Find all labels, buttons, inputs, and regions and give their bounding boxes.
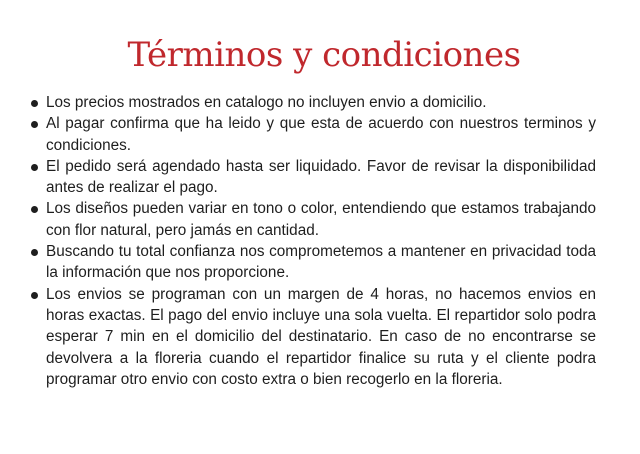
- term-text: Al pagar confirma que ha leido y que esta de acuerdo con nuestros terminos y condiciones.: [46, 115, 596, 154]
- bullet-icon: [31, 249, 38, 256]
- term-item: [46, 113, 596, 156]
- term-text: Los envios se programan con un margen de 4 horas, no hacemos envios en horas exactas. El pago del envio incluye una sola vuelta. El repartidor solo podra esperar 7 min en el domicilio del destinatario. En caso de no encontrarse se devolvera a la floreria cuando el repartidor finalice su ruta y el cliente podra programar otro envio con costo extra o bien recogerlo en la floreria.: [46, 285, 596, 388]
- term-item: [46, 198, 596, 241]
- page-title: Términos y condiciones: [127, 35, 521, 75]
- bullet-icon: [31, 121, 38, 128]
- term-item: [46, 284, 596, 390]
- term-text: Buscando tu total confianza nos comprometemos a mantener en privacidad toda la información que nos proporcione.: [46, 243, 596, 282]
- bullet-icon: [31, 164, 38, 171]
- bullet-icon: [31, 100, 38, 107]
- terms-list: [0, 92, 640, 390]
- bullet-icon: [31, 292, 38, 299]
- term-text: Los precios mostrados en catalogo no incluyen envio a domicilio.: [46, 94, 487, 111]
- bullet-icon: [31, 206, 38, 213]
- term-item: [46, 241, 596, 284]
- term-text: El pedido será agendado hasta ser liquidado. Favor de revisar la disponibilidad antes de realizar el pago.: [46, 157, 596, 197]
- term-text: Los diseños pueden variar en tono o color, entendiendo que estamos trabajando con flor natural, pero jamás en cantidad.: [46, 200, 596, 239]
- term-item: [46, 92, 596, 113]
- term-item: [46, 156, 596, 199]
